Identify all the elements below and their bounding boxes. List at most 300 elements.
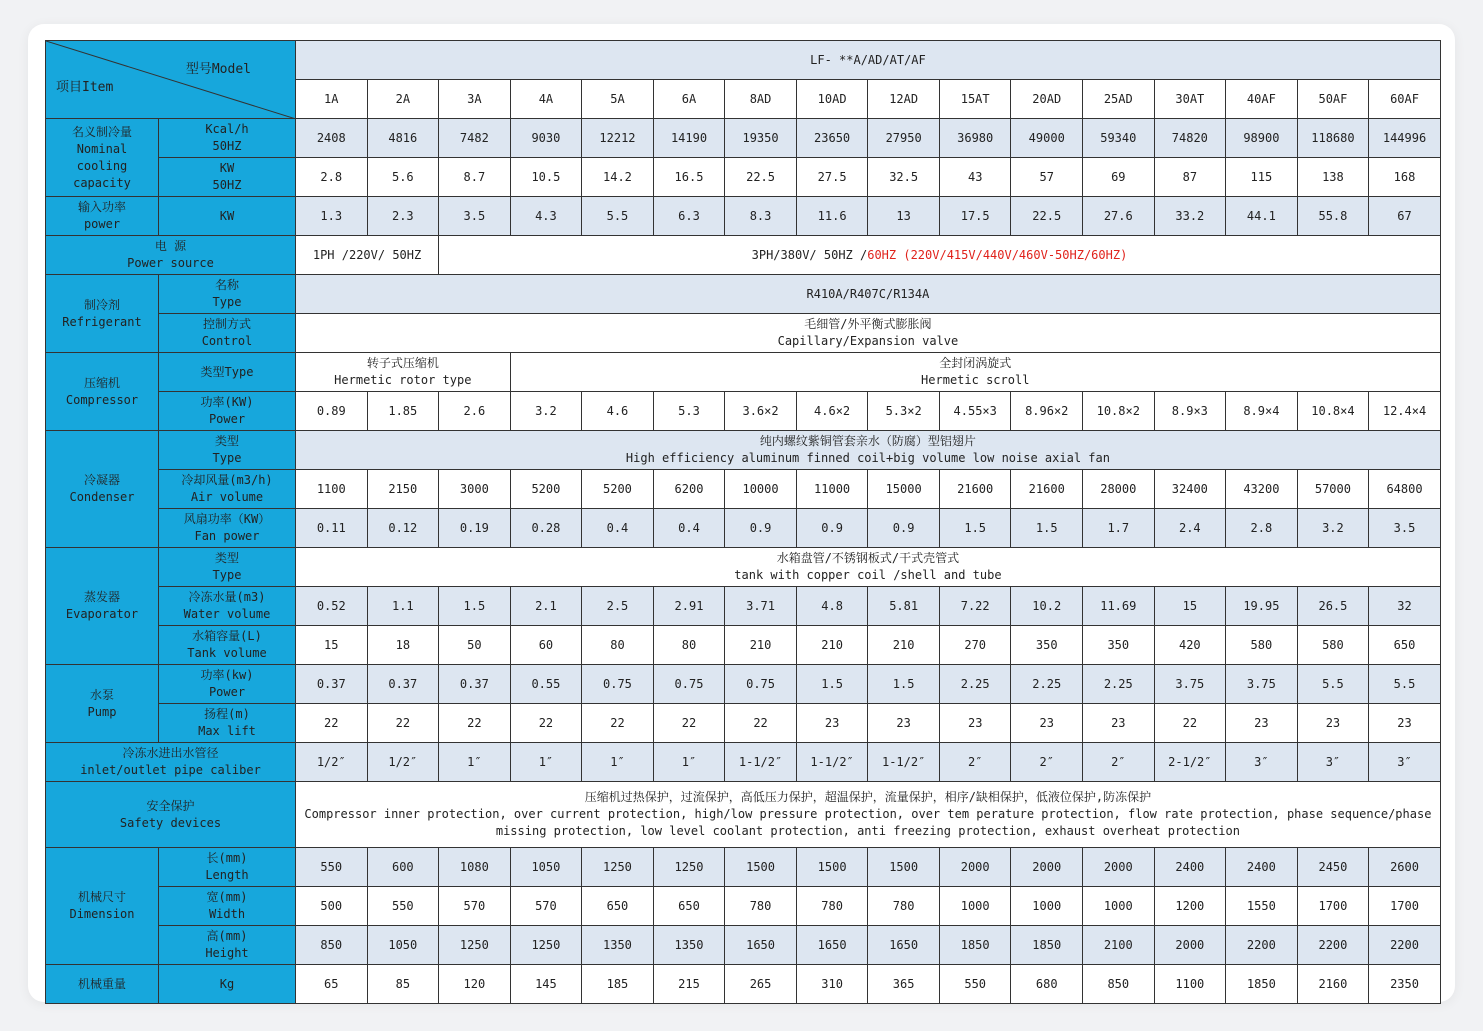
cooling-kcal-row-group-line: Nominal bbox=[76, 141, 128, 156]
input-power-row-sub-line: KW bbox=[219, 208, 235, 223]
value-cell: 145 bbox=[510, 965, 582, 1004]
value-cell: 5200 bbox=[582, 470, 654, 509]
compressor-power-row bbox=[46, 392, 1441, 431]
spec-table bbox=[45, 40, 1441, 1004]
pump-lift-row-sub-line: 扬程(m) bbox=[204, 707, 250, 721]
value-cell: 2000 bbox=[939, 848, 1011, 887]
value-cell: 4816 bbox=[367, 119, 439, 158]
value-cell: 1-1/2″ bbox=[868, 743, 940, 782]
value-cell: 1″ bbox=[510, 743, 582, 782]
value-cell: 10000 bbox=[725, 470, 797, 509]
value-cell: 1550 bbox=[1226, 887, 1298, 926]
input-power-row-group-line: power bbox=[83, 217, 121, 231]
condenser-type-row bbox=[46, 431, 1441, 470]
value-cell: 8.96×2 bbox=[1011, 392, 1083, 431]
value-cell: 1500 bbox=[725, 848, 797, 887]
value-cell: 11.6 bbox=[796, 197, 868, 236]
cooling-kcal-row-group-label bbox=[46, 119, 159, 197]
value-cell: 21600 bbox=[1011, 470, 1083, 509]
value-cell: 5.5 bbox=[1297, 665, 1369, 704]
value-cell: 1.1 bbox=[367, 587, 439, 626]
value-cell: 1.5 bbox=[439, 587, 511, 626]
value-cell: 3.71 bbox=[725, 587, 797, 626]
value-cell: 23 bbox=[868, 704, 940, 743]
value-cell: 10.8×2 bbox=[1083, 392, 1155, 431]
compressor-rotor bbox=[296, 353, 511, 392]
value-cell: 1000 bbox=[1011, 887, 1083, 926]
value-cell: 4.6×2 bbox=[796, 392, 868, 431]
value-cell: 22 bbox=[296, 704, 368, 743]
input-power-row-group-label bbox=[46, 197, 159, 236]
value-cell: 0.11 bbox=[296, 509, 368, 548]
value-cell: 2.25 bbox=[1011, 665, 1083, 704]
value-cell: 0.4 bbox=[653, 509, 725, 548]
value-cell: 1.5 bbox=[1011, 509, 1083, 548]
value-cell: 2600 bbox=[1369, 848, 1441, 887]
value-cell: 5.3×2 bbox=[868, 392, 940, 431]
value-cell: 5.81 bbox=[868, 587, 940, 626]
dimension-width-row bbox=[46, 887, 1441, 926]
dimension-height-row-sub-label bbox=[159, 926, 296, 965]
compressor-label-line: Compressor bbox=[65, 392, 139, 407]
value-cell: 43 bbox=[939, 158, 1011, 197]
value-cell: 1700 bbox=[1369, 887, 1441, 926]
condenser-type-label-line: 类型 bbox=[214, 434, 239, 448]
item-label: 项目Item bbox=[56, 80, 114, 95]
model-cell: 3A bbox=[439, 80, 511, 119]
power-source-label-line: 电 源 bbox=[154, 239, 187, 253]
value-cell: 850 bbox=[296, 926, 368, 965]
value-cell: 1050 bbox=[510, 848, 582, 887]
value-cell: 2350 bbox=[1369, 965, 1441, 1004]
cooling-kcal-row-group-line: cooling bbox=[76, 158, 128, 173]
value-cell: 21600 bbox=[939, 470, 1011, 509]
value-cell: 2.4 bbox=[1154, 509, 1226, 548]
value-cell: 0.28 bbox=[510, 509, 582, 548]
weight-row-group-label bbox=[46, 965, 159, 1004]
safety-row-group-line: Safety devices bbox=[119, 815, 222, 830]
compressor-rotor-line: Hermetic rotor type bbox=[334, 373, 472, 387]
value-cell: 120 bbox=[439, 965, 511, 1004]
value-cell: 27.6 bbox=[1083, 197, 1155, 236]
pump-lift-row-sub-line: Max lift bbox=[198, 724, 256, 738]
value-cell: 0.52 bbox=[296, 587, 368, 626]
value-cell: 600 bbox=[367, 848, 439, 887]
value-cell: 2400 bbox=[1226, 848, 1298, 887]
cooling-kcal-row-group-line: 名义制冷量 bbox=[71, 124, 132, 139]
value-cell: 2000 bbox=[1083, 848, 1155, 887]
cooling-kcal-row-group-line: capacity bbox=[73, 175, 131, 190]
refrigerant-control-value bbox=[296, 314, 1441, 353]
refrigerant-type-label bbox=[159, 275, 296, 314]
condenser-fan-row-sub-label bbox=[159, 509, 296, 548]
value-cell: 1850 bbox=[1011, 926, 1083, 965]
value-cell: 2.8 bbox=[296, 158, 368, 197]
value-cell: 2.3 bbox=[367, 197, 439, 236]
evaporator-water-row-sub-line: Water volume bbox=[183, 607, 271, 621]
value-cell: 18 bbox=[367, 626, 439, 665]
value-cell: 1650 bbox=[796, 926, 868, 965]
compressor-type-label: 类型Type bbox=[159, 353, 296, 392]
value-cell: 23 bbox=[796, 704, 868, 743]
safety-row bbox=[46, 782, 1441, 848]
value-cell: 1.5 bbox=[939, 509, 1011, 548]
value-cell: 5.3 bbox=[653, 392, 725, 431]
value-cell: 1650 bbox=[725, 926, 797, 965]
value-cell: 0.37 bbox=[296, 665, 368, 704]
model-cell: 4A bbox=[510, 80, 582, 119]
compressor-label bbox=[46, 353, 159, 431]
value-cell: 87 bbox=[1154, 158, 1226, 197]
cooling-kcal-row-sub-label bbox=[159, 119, 296, 158]
value-cell: 2160 bbox=[1297, 965, 1369, 1004]
pump-lift-row bbox=[46, 704, 1441, 743]
value-cell: 57 bbox=[1011, 158, 1083, 197]
dimension-width-row-sub-line: Width bbox=[208, 907, 246, 921]
value-cell: 15 bbox=[296, 626, 368, 665]
refrigerant-control-value-line: 毛细管/外平衡式膨胀阀 bbox=[804, 317, 932, 331]
value-cell: 69 bbox=[1083, 158, 1155, 197]
evaporator-water-row-sub-line: 冷冻水量(m3) bbox=[188, 590, 266, 604]
value-cell: 2.1 bbox=[510, 587, 582, 626]
value-cell: 22.5 bbox=[725, 158, 797, 197]
value-cell: 7482 bbox=[439, 119, 511, 158]
condenser-type-value bbox=[296, 431, 1441, 470]
value-cell: 210 bbox=[796, 626, 868, 665]
refrigerant-type-row bbox=[46, 275, 1441, 314]
value-cell: 10.5 bbox=[510, 158, 582, 197]
value-cell: 265 bbox=[725, 965, 797, 1004]
condenser-label-line: Condenser bbox=[69, 490, 135, 504]
value-cell: 1100 bbox=[296, 470, 368, 509]
value-cell: 33.2 bbox=[1154, 197, 1226, 236]
value-cell: 80 bbox=[653, 626, 725, 665]
value-cell: 13 bbox=[868, 197, 940, 236]
condenser-air-row-sub-line: 冷却风量(m3/h) bbox=[181, 473, 273, 487]
evaporator-type-value bbox=[296, 548, 1441, 587]
value-cell: 6.3 bbox=[653, 197, 725, 236]
pipe-row bbox=[46, 743, 1441, 782]
value-cell: 1250 bbox=[510, 926, 582, 965]
pump-power-label-line: 功率(kw) bbox=[200, 668, 254, 682]
value-cell: 1″ bbox=[582, 743, 654, 782]
evaporator-tank-row-sub-line: 水箱容量(L) bbox=[192, 629, 262, 643]
value-cell: 2150 bbox=[367, 470, 439, 509]
value-cell: 26.5 bbox=[1297, 587, 1369, 626]
value-cell: 0.37 bbox=[367, 665, 439, 704]
value-cell: 6200 bbox=[653, 470, 725, 509]
dimension-width-row-sub-label bbox=[159, 887, 296, 926]
value-cell: 8.9×4 bbox=[1226, 392, 1298, 431]
compressor-power-row-sub-line: 功率(KW) bbox=[200, 395, 254, 409]
value-cell: 0.19 bbox=[439, 509, 511, 548]
value-cell: 5.5 bbox=[582, 197, 654, 236]
value-cell: 8.7 bbox=[439, 158, 511, 197]
safety-value-line: 压缩机过热保护，过流保护，高低压力保护，超温保护，流量保护，相序/缺相保护，低液位保护,防冻保护 bbox=[584, 790, 1152, 804]
value-cell: 74820 bbox=[1154, 119, 1226, 158]
compressor-scroll bbox=[510, 353, 1440, 392]
value-cell: 19350 bbox=[725, 119, 797, 158]
cooling-kw-row-sub-line: 50HZ bbox=[212, 178, 242, 192]
single-phase-cell: 1PH /220V/ 50HZ bbox=[296, 236, 439, 275]
condenser-air-row-sub-line: Air volume bbox=[190, 490, 264, 504]
value-cell: 1250 bbox=[582, 848, 654, 887]
model-cell: 50AF bbox=[1297, 80, 1369, 119]
value-cell: 15000 bbox=[868, 470, 940, 509]
value-cell: 36980 bbox=[939, 119, 1011, 158]
model-cell: 40AF bbox=[1226, 80, 1298, 119]
refrigerant-label-line: Refrigerant bbox=[62, 314, 142, 329]
evaporator-type-row bbox=[46, 548, 1441, 587]
value-cell: 9030 bbox=[510, 119, 582, 158]
value-cell: 1/2″ bbox=[367, 743, 439, 782]
value-cell: 1″ bbox=[653, 743, 725, 782]
value-cell: 28000 bbox=[1083, 470, 1155, 509]
evaporator-type-label-line: Type bbox=[212, 568, 242, 582]
model-cell: 30AT bbox=[1154, 80, 1226, 119]
value-cell: 8.9×3 bbox=[1154, 392, 1226, 431]
value-cell: 3″ bbox=[1297, 743, 1369, 782]
pump-lift-row-sub-label bbox=[159, 704, 296, 743]
pump-power-label-line: Power bbox=[208, 685, 246, 699]
value-cell: 32 bbox=[1369, 587, 1441, 626]
refrigerant-control-row-sub-label bbox=[159, 314, 296, 353]
header-corner bbox=[46, 41, 296, 119]
three-phase-options: 60HZ (220V/415V/440V/460V-50HZ/60HZ) bbox=[867, 247, 1128, 262]
value-cell: 1700 bbox=[1297, 887, 1369, 926]
power-source-label bbox=[46, 236, 296, 275]
value-cell: 650 bbox=[582, 887, 654, 926]
value-cell: 11000 bbox=[796, 470, 868, 509]
value-cell: 1.5 bbox=[796, 665, 868, 704]
value-cell: 60 bbox=[510, 626, 582, 665]
value-cell: 14.2 bbox=[582, 158, 654, 197]
value-cell: 1-1/2″ bbox=[725, 743, 797, 782]
value-cell: 0.9 bbox=[725, 509, 797, 548]
evaporator-label-line: 蒸发器 bbox=[83, 590, 120, 604]
value-cell: 2000 bbox=[1154, 926, 1226, 965]
value-cell: 22 bbox=[725, 704, 797, 743]
value-cell: 4.6 bbox=[582, 392, 654, 431]
value-cell: 10.2 bbox=[1011, 587, 1083, 626]
value-cell: 1850 bbox=[1226, 965, 1298, 1004]
pipe-row-group-label bbox=[46, 743, 296, 782]
value-cell: 850 bbox=[1083, 965, 1155, 1004]
value-cell: 2200 bbox=[1226, 926, 1298, 965]
value-cell: 0.9 bbox=[796, 509, 868, 548]
refrigerant-label-line: 制冷剂 bbox=[83, 297, 120, 312]
value-cell: 1000 bbox=[1083, 887, 1155, 926]
value-cell: 2.6 bbox=[439, 392, 511, 431]
pump-label bbox=[46, 665, 159, 743]
value-cell: 1.3 bbox=[296, 197, 368, 236]
power-source-row bbox=[46, 236, 1441, 275]
pump-label-line: 水泵 bbox=[89, 687, 114, 702]
value-cell: 2.91 bbox=[653, 587, 725, 626]
value-cell: 3.75 bbox=[1226, 665, 1298, 704]
dimension-height-row-sub-line: 高(mm) bbox=[206, 929, 248, 943]
input-power-row bbox=[46, 197, 1441, 236]
value-cell: 22 bbox=[653, 704, 725, 743]
pump-power-label bbox=[159, 665, 296, 704]
value-cell: 1050 bbox=[367, 926, 439, 965]
compressor-scroll-line: Hermetic scroll bbox=[921, 373, 1030, 387]
cooling-kw-row bbox=[46, 158, 1441, 197]
value-cell: 1250 bbox=[653, 848, 725, 887]
value-cell: 4.3 bbox=[510, 197, 582, 236]
model-cell: 5A bbox=[582, 80, 654, 119]
value-cell: 3.75 bbox=[1154, 665, 1226, 704]
condenser-label-line: 冷凝器 bbox=[83, 473, 120, 487]
refrigerant-control-value-line: Capillary/Expansion valve bbox=[777, 334, 959, 348]
value-cell: 50 bbox=[439, 626, 511, 665]
value-cell: 1100 bbox=[1154, 965, 1226, 1004]
condenser-type-value-line: High efficiency aluminum finned coil+big volume low noise axial fan bbox=[625, 451, 1110, 465]
weight-row bbox=[46, 965, 1441, 1004]
evaporator-label bbox=[46, 548, 159, 665]
model-cell: 2A bbox=[367, 80, 439, 119]
value-cell: 550 bbox=[939, 965, 1011, 1004]
value-cell: 3.6×2 bbox=[725, 392, 797, 431]
value-cell: 780 bbox=[868, 887, 940, 926]
value-cell: 49000 bbox=[1011, 119, 1083, 158]
value-cell: 1350 bbox=[653, 926, 725, 965]
evaporator-tank-row-sub-label bbox=[159, 626, 296, 665]
value-cell: 2450 bbox=[1297, 848, 1369, 887]
value-cell: 65 bbox=[296, 965, 368, 1004]
pump-power-row bbox=[46, 665, 1441, 704]
compressor-scroll-line: 全封闭涡旋式 bbox=[939, 356, 1012, 370]
series-title: LF- **A/AD/AT/AF bbox=[296, 41, 1441, 80]
refrigerant-control-row-sub-line: Control bbox=[201, 334, 253, 348]
value-cell: 10.8×4 bbox=[1297, 392, 1369, 431]
value-cell: 22 bbox=[439, 704, 511, 743]
value-cell: 2200 bbox=[1369, 926, 1441, 965]
safety-value-line: Compressor inner protection, over current protection, high/low pressure protection, over tem perature protection, flow rate protection, phase sequence/phase missing protection, low level coolant protection, anti freezing protection, exhaust overheat protection bbox=[304, 807, 1432, 838]
compressor-rotor-line: 转子式压缩机 bbox=[366, 356, 439, 370]
value-cell: 570 bbox=[439, 887, 511, 926]
value-cell: 1″ bbox=[439, 743, 511, 782]
model-cell: 15AT bbox=[939, 80, 1011, 119]
value-cell: 22 bbox=[1154, 704, 1226, 743]
compressor-power-row-sub-label bbox=[159, 392, 296, 431]
cooling-kcal-row bbox=[46, 119, 1441, 158]
value-cell: 23650 bbox=[796, 119, 868, 158]
value-cell: 550 bbox=[296, 848, 368, 887]
value-cell: 2-1/2″ bbox=[1154, 743, 1226, 782]
value-cell: 550 bbox=[367, 887, 439, 926]
value-cell: 168 bbox=[1369, 158, 1441, 197]
value-cell: 12.4×4 bbox=[1369, 392, 1441, 431]
value-cell: 3″ bbox=[1226, 743, 1298, 782]
safety-value bbox=[296, 782, 1441, 848]
value-cell: 4.8 bbox=[796, 587, 868, 626]
value-cell: 44.1 bbox=[1226, 197, 1298, 236]
cooling-kcal-row-sub-line: 50HZ bbox=[212, 139, 242, 153]
value-cell: 3000 bbox=[439, 470, 511, 509]
value-cell: 23 bbox=[1011, 704, 1083, 743]
evaporator-type-value-line: 水箱盘管/不锈钢板式/干式壳管式 bbox=[776, 551, 960, 565]
value-cell: 185 bbox=[582, 965, 654, 1004]
value-cell: 1/2″ bbox=[296, 743, 368, 782]
input-power-row-group-line: 输入功率 bbox=[77, 200, 126, 214]
input-power-row-sub-label bbox=[159, 197, 296, 236]
value-cell: 12212 bbox=[582, 119, 654, 158]
value-cell: 22 bbox=[582, 704, 654, 743]
value-cell: 3.2 bbox=[510, 392, 582, 431]
value-cell: 2200 bbox=[1297, 926, 1369, 965]
value-cell: 210 bbox=[725, 626, 797, 665]
condenser-air-row-sub-label bbox=[159, 470, 296, 509]
value-cell: 5.6 bbox=[367, 158, 439, 197]
model-cell: 10AD bbox=[796, 80, 868, 119]
value-cell: 650 bbox=[653, 887, 725, 926]
power-source-label-line: Power source bbox=[127, 256, 214, 270]
value-cell: 2″ bbox=[939, 743, 1011, 782]
value-cell: 1.85 bbox=[367, 392, 439, 431]
value-cell: 144996 bbox=[1369, 119, 1441, 158]
value-cell: 5200 bbox=[510, 470, 582, 509]
value-cell: 32400 bbox=[1154, 470, 1226, 509]
value-cell: 14190 bbox=[653, 119, 725, 158]
evaporator-water-row bbox=[46, 587, 1441, 626]
refrigerant-type-value: R410A/R407C/R134A bbox=[296, 275, 1441, 314]
value-cell: 5.5 bbox=[1369, 665, 1441, 704]
dimension-width-row-sub-line: 宽(mm) bbox=[206, 890, 248, 904]
value-cell: 3″ bbox=[1369, 743, 1441, 782]
value-cell: 1.5 bbox=[868, 665, 940, 704]
value-cell: 0.55 bbox=[510, 665, 582, 704]
value-cell: 59340 bbox=[1083, 119, 1155, 158]
value-cell: 19.95 bbox=[1226, 587, 1298, 626]
three-phase-cell bbox=[439, 236, 1441, 275]
model-cell: 12AD bbox=[868, 80, 940, 119]
value-cell: 23 bbox=[1226, 704, 1298, 743]
value-cell: 580 bbox=[1226, 626, 1298, 665]
value-cell: 0.12 bbox=[367, 509, 439, 548]
evaporator-type-value-line: tank with copper coil /shell and tube bbox=[734, 568, 1002, 582]
dimension-length-label-line: 长(mm) bbox=[206, 851, 248, 865]
weight-row-sub-line: Kg bbox=[219, 976, 235, 991]
value-cell: 64800 bbox=[1369, 470, 1441, 509]
condenser-air-row bbox=[46, 470, 1441, 509]
value-cell: 1500 bbox=[868, 848, 940, 887]
value-cell: 57000 bbox=[1297, 470, 1369, 509]
refrigerant-type-label-line: 名称 bbox=[214, 278, 239, 292]
dimension-length-row bbox=[46, 848, 1441, 887]
evaporator-type-label-line: 类型 bbox=[214, 551, 239, 565]
value-cell: 23 bbox=[1369, 704, 1441, 743]
value-cell: 0.75 bbox=[582, 665, 654, 704]
value-cell: 15 bbox=[1154, 587, 1226, 626]
model-cell: 8AD bbox=[725, 80, 797, 119]
value-cell: 2.5 bbox=[582, 587, 654, 626]
value-cell: 2000 bbox=[1011, 848, 1083, 887]
model-cell: 6A bbox=[653, 80, 725, 119]
value-cell: 2.25 bbox=[1083, 665, 1155, 704]
evaporator-water-row-sub-label bbox=[159, 587, 296, 626]
value-cell: 1200 bbox=[1154, 887, 1226, 926]
evaporator-type-label bbox=[159, 548, 296, 587]
evaporator-tank-row bbox=[46, 626, 1441, 665]
value-cell: 2.8 bbox=[1226, 509, 1298, 548]
cooling-kw-row-sub-line: KW bbox=[219, 161, 235, 175]
value-cell: 1850 bbox=[939, 926, 1011, 965]
refrigerant-control-row-sub-line: 控制方式 bbox=[202, 317, 251, 331]
condenser-fan-row-sub-line: Fan power bbox=[194, 529, 260, 543]
value-cell: 0.4 bbox=[582, 509, 654, 548]
dimension-label bbox=[46, 848, 159, 965]
